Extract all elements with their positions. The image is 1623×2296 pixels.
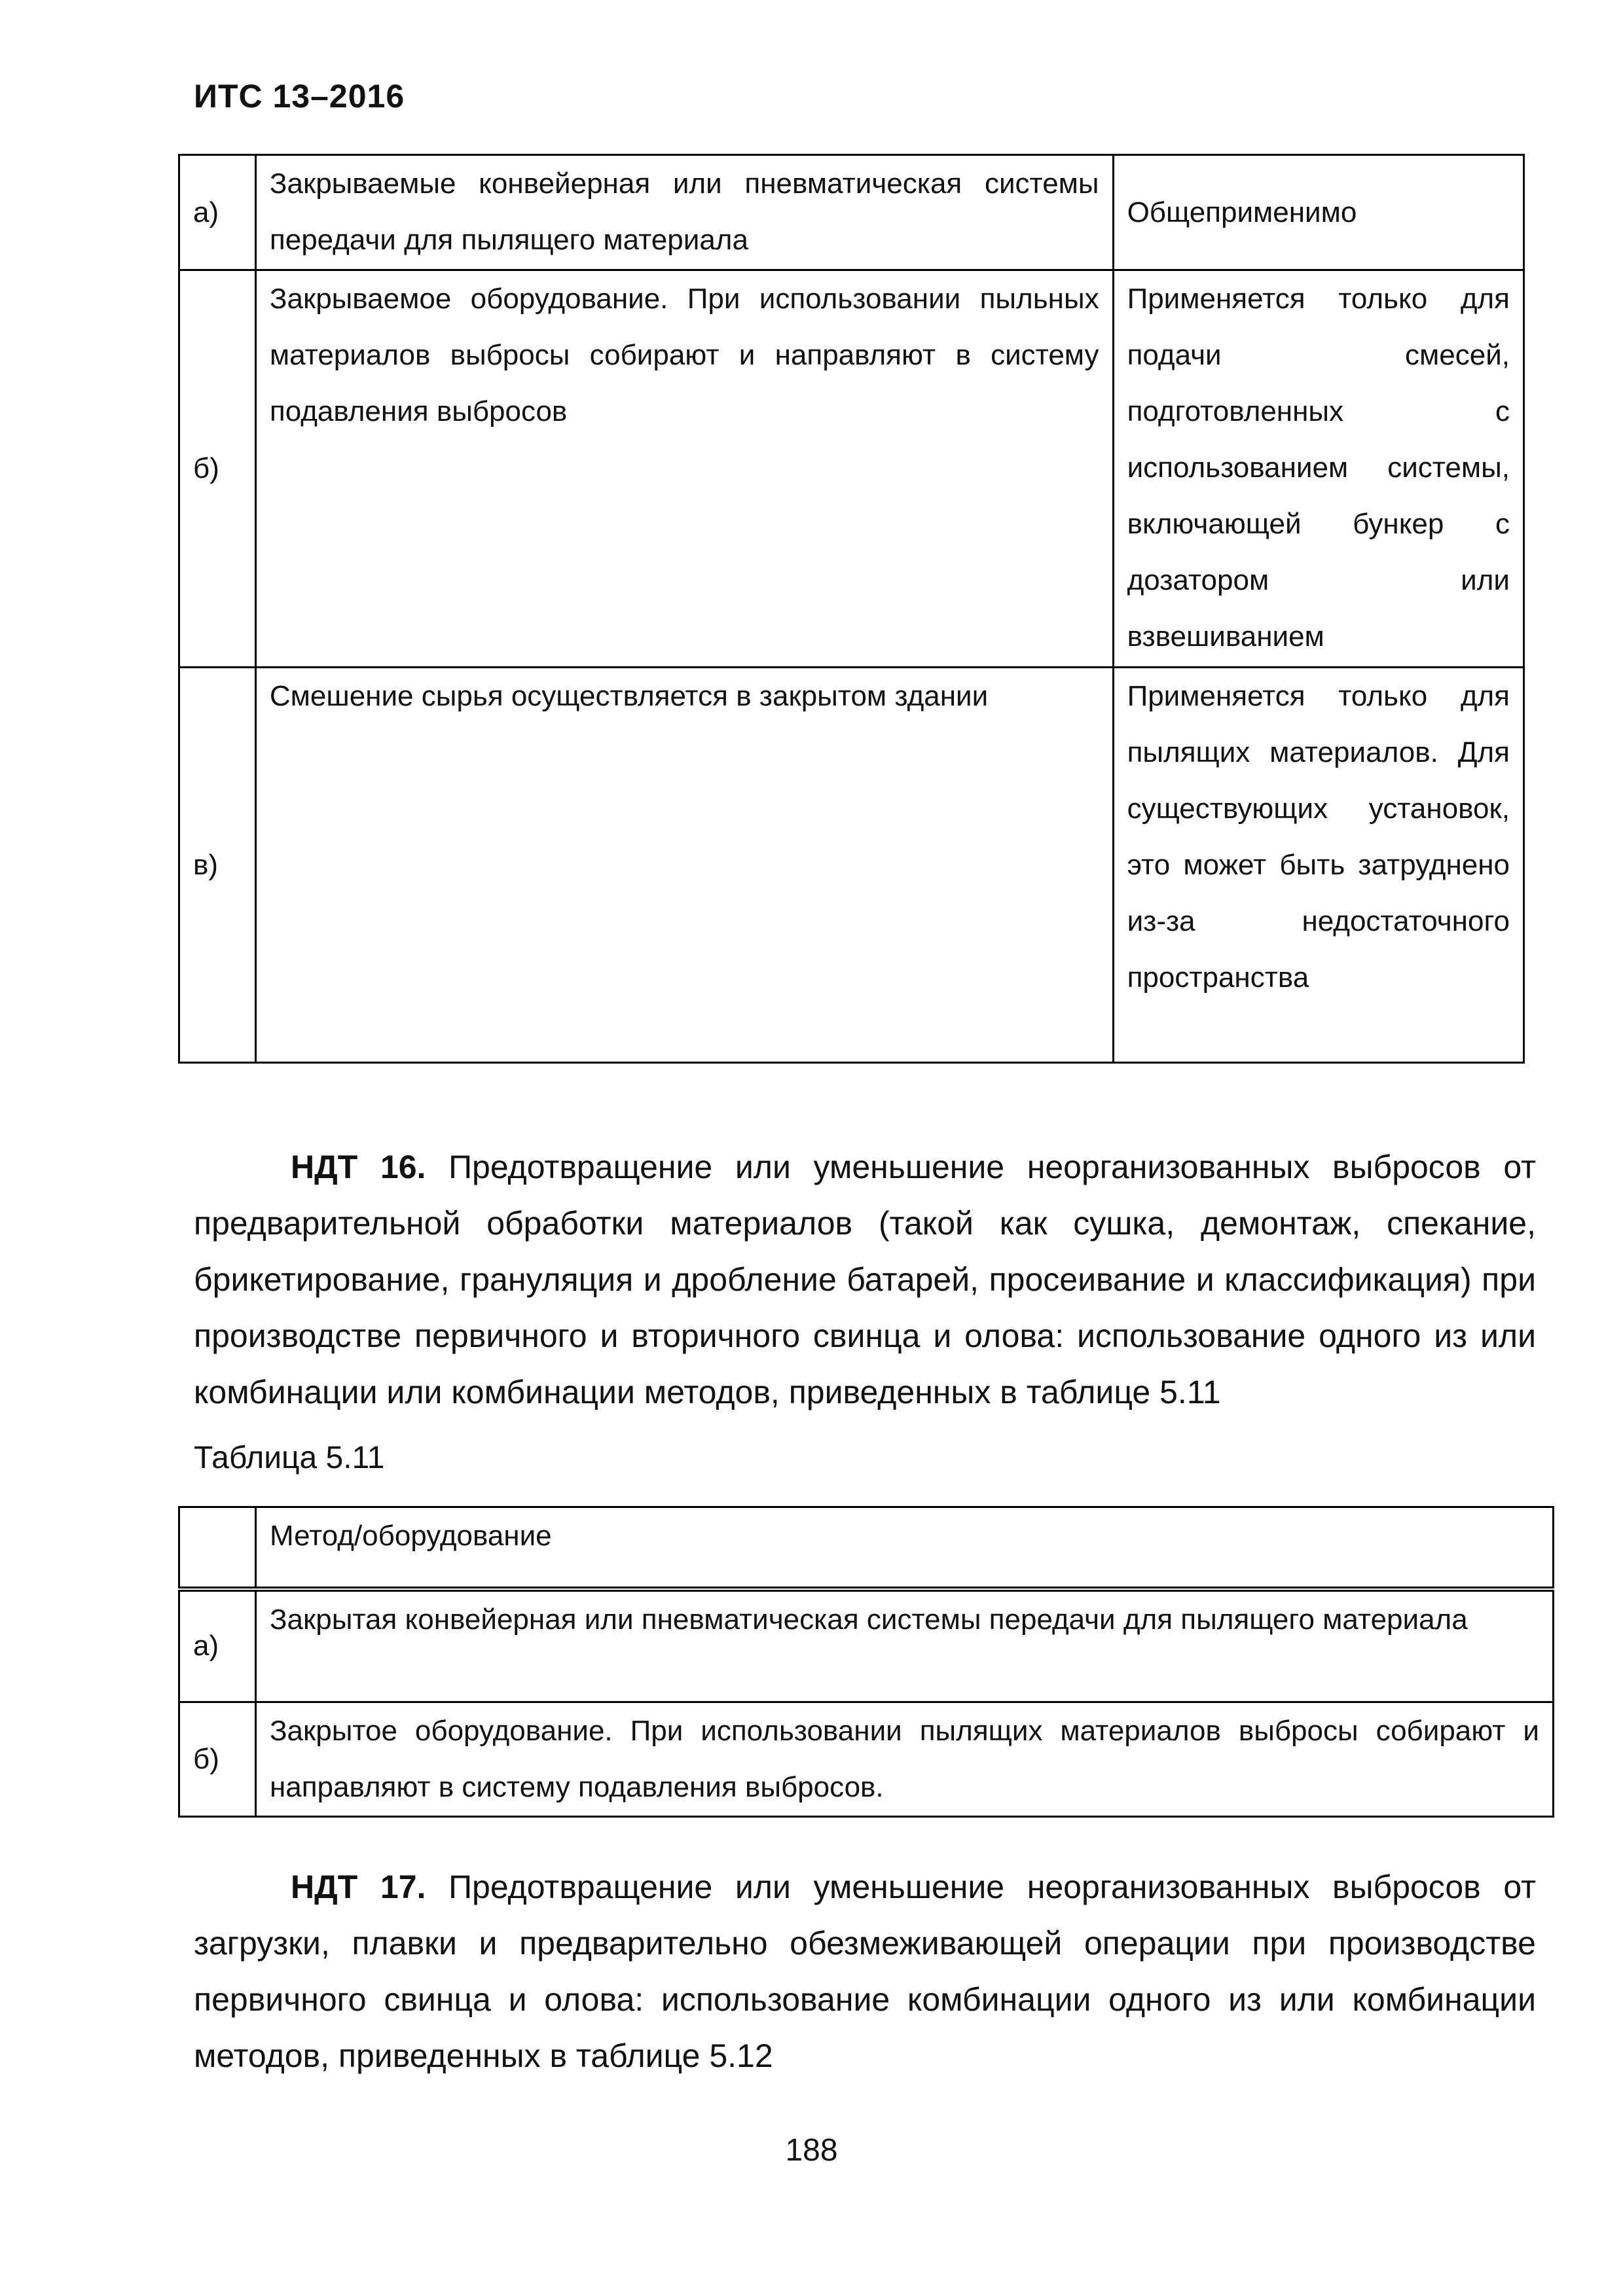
column-header-method: Метод/оборудование (255, 1507, 1553, 1590)
row-method: Закрываемое оборудование. При использовании пыльных материалов выбросы собирают и направляют в систему подавления выбросов (255, 270, 1113, 668)
header-empty-cell (179, 1507, 256, 1590)
row-method: Закрытое оборудование. При использовании пылящих материалов выбросы собирают и направляют в систему подавления выбросов. (255, 1702, 1553, 1816)
row-applicability: Применяется только для подачи смесей, подготовленных с использованием системы, включающей бункер с дозатором или взвешиванием (1113, 270, 1523, 668)
row-applicability: Применяется только для пылящих материалов. Для существующих установок, это может быть затруднено из-за недостаточного пространства (1113, 668, 1523, 1063)
page-number: 188 (785, 2133, 838, 2168)
row-method: Закрываемые конвейерная или пневматическая системы передачи для пылящего материала (255, 155, 1113, 270)
techniques-table-5-11 (178, 1506, 1554, 1818)
row-label: в) (179, 668, 256, 1063)
table-row (179, 155, 1524, 270)
row-method: Смешение сырья осуществляется в закрытом здании (255, 668, 1113, 1063)
table-row (179, 270, 1524, 668)
document-header: ИТС 13–2016 (194, 78, 405, 115)
row-label: б) (179, 1702, 256, 1816)
ndt17-text: Предотвращение или уменьшение неорганизованных выбросов от загрузки, плавки и предварительно обезмеживающей операции при производстве первичного свинца и олова: использование комбинации одного из или комбинации методов, приведенных в таблице 5.12 (194, 1869, 1536, 2074)
table-caption: Таблица 5.11 (194, 1441, 385, 1475)
table-header-row (179, 1507, 1554, 1590)
ndt17-title: НДТ 17. (291, 1869, 426, 1905)
row-label: б) (179, 270, 256, 668)
row-label: а) (179, 1589, 256, 1702)
table-row (179, 1702, 1554, 1816)
row-applicability: Общеприменимо (1113, 155, 1523, 270)
row-method: Закрытая конвейерная или пневматическая системы передачи для пылящего материала (255, 1589, 1553, 1702)
ndt17-paragraph (194, 1859, 1536, 2084)
table-row (179, 1589, 1554, 1702)
techniques-table-continued (178, 154, 1525, 1064)
ndt16-text: Предотвращение или уменьшение неорганизованных выбросов от предварительной обработки материалов (такой как сушка, демонтаж, спекание, брикетирование, грануляция и дробление батарей, просеивание и классификация) при производстве первичного и вторичного свинца и олова: использование одного из или комбинации или комбинации методов, приведенных в таблице 5.11 (194, 1149, 1536, 1410)
ndt16-title: НДТ 16. (291, 1149, 426, 1185)
ndt16-paragraph (194, 1139, 1536, 1420)
table-row (179, 668, 1524, 1063)
row-label: а) (179, 155, 256, 270)
